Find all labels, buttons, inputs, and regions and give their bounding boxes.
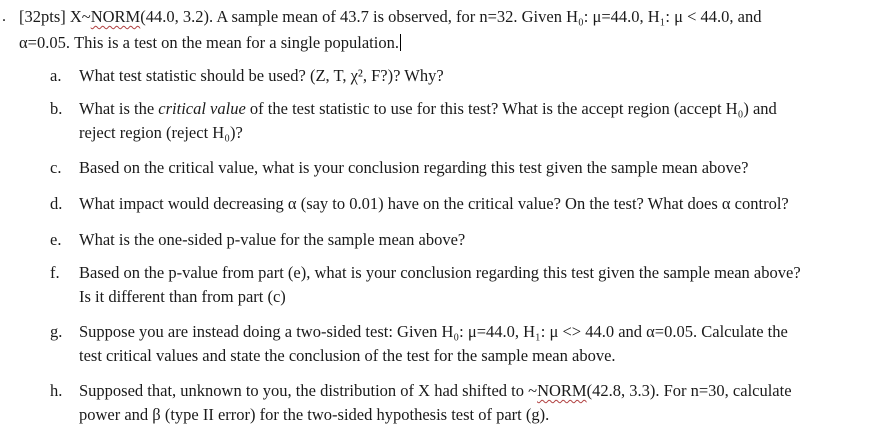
question-line: Is it different than from part (c) [79,287,286,306]
question-line: What test statistic should be used? (Z, T, χ², F?)? Why? [79,66,444,85]
statement-text: α=0.05. This is a test on the mean for a single population. [19,33,399,52]
spellcheck-flagged-word: NORM [537,381,587,400]
question-line: power and β (type II error) for the two-sided hypothesis test of part (g). [79,405,550,424]
question-text [79,156,883,180]
text-cursor [400,34,401,51]
question-line: What impact would decreasing α (say to 0.01) have on the critical value? On the test? What does α control? [79,194,789,213]
question-fragment: (42.8, 3.3). For n=30, calculate [586,381,792,400]
question-line [79,97,883,121]
emphasized-term: critical value [158,99,246,118]
question-text [79,379,883,427]
question-line [79,379,883,403]
question-text [79,192,883,216]
question-label: f. [50,263,60,282]
question-label: e. [50,230,62,249]
question-fragment: What is the [79,99,159,118]
question-label: c. [50,158,62,177]
question-text [79,228,883,252]
question-label: h. [50,381,63,400]
question-text [79,64,883,88]
question-fragment: of the test statistic to use for this test? What is the accept region (accept H₀) and [245,99,777,118]
question-text [79,261,883,309]
question-label: g. [50,322,63,341]
statement-text: [32pts] X~ [19,7,91,26]
question-text [79,320,883,368]
question-label: b. [50,99,63,118]
question-fragment: Supposed that, unknown to you, the distribution of X had shifted to ~ [79,381,538,400]
question-line: Based on the critical value, what is your conclusion regarding this test given the sample mean above? [79,158,749,177]
spellcheck-flagged-word: NORM [90,7,141,26]
problem-statement-line-1 [19,4,881,30]
question-text [79,97,883,145]
question-line: reject region (reject H₀)? [79,123,243,142]
statement-text: (44.0, 3.2). A sample mean of 43.7 is observed, for n=32. Given H₀: μ=44.0, H₁: μ < 44.0, and [140,7,762,26]
question-label: d. [50,194,63,213]
question-line: test critical values and state the conclusion of the test for the sample mean above. [79,346,616,365]
question-line: Based on the p-value from part (e), what is your conclusion regarding this test given the sample mean above? [79,263,801,282]
problem-statement [19,4,881,56]
problem-statement-line-2 [19,30,881,56]
question-line: What is the one-sided p-value for the sample mean above? [79,230,466,249]
list-bullet: . [2,8,6,25]
question-line: Suppose you are instead doing a two-sided test: Given H₀: μ=44.0, H₁: μ <> 44.0 and α=0.05. Calculate the [79,322,788,341]
question-label: a. [50,66,62,85]
